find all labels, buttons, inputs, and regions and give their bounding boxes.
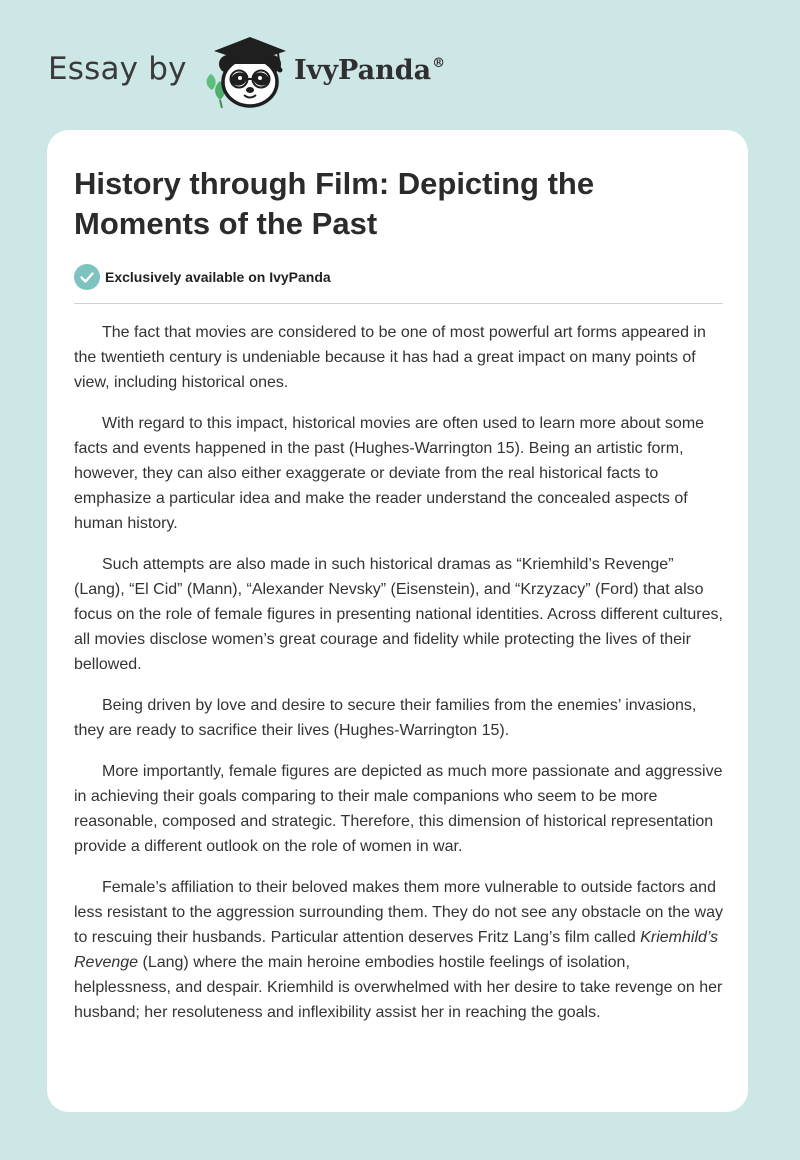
exclusive-badge bbox=[74, 264, 474, 290]
essay-paragraph: With regard to this impact, historical movies are often used to learn more about some facts and events happened in the past (Hughes-Warrington 15). Being an artistic form, however, they can also either exaggerate or deviate from the real historical facts to emphasize a particular idea and make the reader understand the concealed aspects of human history. bbox=[74, 415, 705, 532]
ivypanda-wordmark bbox=[294, 55, 445, 86]
brand-name-text: IvyPanda bbox=[294, 55, 432, 86]
essay-by-label: Essay by bbox=[48, 51, 187, 87]
essay-paragraph: The fact that movies are considered to be one of most powerful art forms appeared in the twentieth century is undeniable because it has had a great impact on many points of view, including historical ones. bbox=[74, 324, 706, 391]
exclusive-badge-label: Exclusively available on IvyPanda bbox=[105, 269, 331, 285]
essay-paragraph: Such attempts are also made in such historical dramas as “Kriemhild’s Revenge” (Lang), “El Cid” (Mann), “Alexander Nevsky” (Eisenstein), and “Krzyzacy” (Ford) that also focus on the role of female figures in presenting national identities. Across different cultures, all movies disclose women’s great courage and fidelity while protecting the lives of their bellowed. bbox=[74, 556, 723, 673]
checkmark-circle-icon bbox=[74, 264, 100, 290]
divider bbox=[74, 303, 723, 304]
paragraph-text: (Lang) where the main heroine embodies hostile feelings of isolation, helplessness, and despair. Kriemhild is overwhelmed with her desire to take revenge on her husband; her resoluteness and inflexibility assist her in reaching the goals. bbox=[74, 954, 723, 1021]
essay-title: History through Film: Depicting the Moments of the Past bbox=[74, 166, 595, 241]
essay-paragraph: Being driven by love and desire to secure their families from the enemies’ invasions, they are ready to sacrifice their lives (Hughes-Warrington 15). bbox=[74, 697, 697, 739]
panda-logo-icon bbox=[202, 34, 296, 110]
film-title: Kriemhild’s Revenge bbox=[74, 929, 719, 971]
registered-mark: ® bbox=[432, 56, 446, 71]
essay-card bbox=[47, 130, 748, 1112]
essay-paragraph-last bbox=[74, 875, 724, 1025]
brand-header[interactable] bbox=[48, 34, 468, 110]
paragraph-text: Female’s affiliation to their beloved makes them more vulnerable to outside factors and less resistant to the aggression surrounding them. They do not see any obstacle on the way to rescuing their husbands. Particular attention deserves Fritz Lang’s film called bbox=[74, 879, 723, 946]
essay-body bbox=[74, 320, 724, 1041]
essay-paragraph: More importantly, female figures are depicted as much more passionate and aggressive in achieving their goals comparing to their male companions who seem to be more reasonable, composed and strategic. Therefore, this dimension of historical representation provide a different outlook on the role of women in war. bbox=[74, 763, 723, 855]
